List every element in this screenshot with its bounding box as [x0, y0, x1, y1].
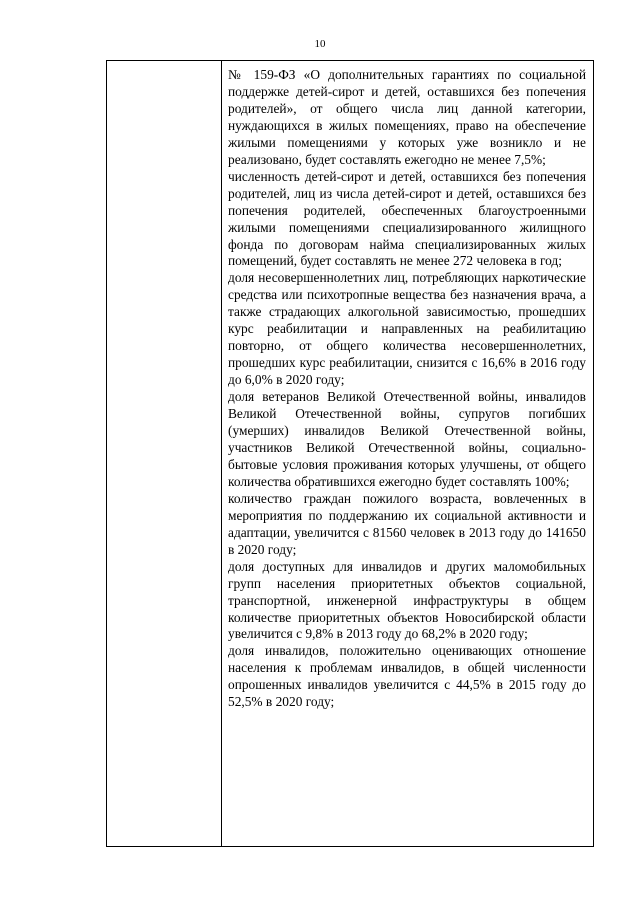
paragraph-disabled-attitude: доля инвалидов, положительно оценивающих отношение населения к проблемам инвалидов, в общей численности опрошенных инвалидов увеличится с 44,5% в 2015 году до 52,5% в 2020 году; [228, 643, 586, 710]
paragraph-veterans-living-conditions: доля ветеранов Великой Отечественной войны, инвалидов Великой Отечественной войны, супругов погибших (умерших) инвалидов Великой Отечественной войны, участников Великой Отечественной войны, социально-бытовые условия проживания которых улучшены, от общего количества обратившихся ежегодно будет составлять 100%; [228, 389, 586, 489]
content-table [106, 60, 594, 847]
paragraph-orphans-housing-count: численность детей-сирот и детей, оставшихся без попечения родителей, лиц из числа детей-сирот и детей, оставшихся без попечения родителей, обеспеченных благоустроенными жилыми помещениями специализированного жилищного фонда по договорам найма специализированных жилых помещений, будет составлять не менее 272 человека в год; [228, 168, 586, 269]
paragraph-elderly-activity: количество граждан пожилого возраста, вовлеченных в мероприятия по поддержанию их социальной активности и адаптации, увеличится с 81560 человек в 2013 году до 141650 в 2020 году; [228, 490, 586, 557]
table-row [107, 61, 594, 847]
page-number: 10 [314, 38, 326, 50]
table-cell-right [222, 61, 594, 847]
table-cell-left [107, 61, 222, 847]
paragraph-minors-rehabilitation: доля несовершеннолетних лиц, потребляющих наркотические средства или психотропные вещества без назначения врача, а также страдающих алкогольной зависимостью, прошедших курс реабилитации и направленных на реабилитацию повторно, от общего количества несовершеннолетних, прошедших курс реабилитации, снизится с 16,6% в 2016 году до 6,0% в 2020 году; [228, 270, 586, 388]
paragraph-accessible-facilities: доля доступных для инвалидов и других маломобильных групп населения приоритетных объектов социальной, транспортной, инженерной инфраструктуры в общем количестве приоритетных объектов Новосибирской области увеличится с 9,8% в 2013 году до 68,2% в 2020 году; [228, 558, 586, 642]
paragraph-orphans-housing-share: № 159-ФЗ «О дополнительных гарантиях по социальной поддержке детей-сирот и детей, оставшихся без попечения родителей», от общего числа лиц данной категории, нуждающихся в жилых помещениях, право на обеспечение жилыми помещениями у которых уже возникло и не реализовано, будет составлять ежегодно не менее 7,5%; [228, 67, 586, 167]
